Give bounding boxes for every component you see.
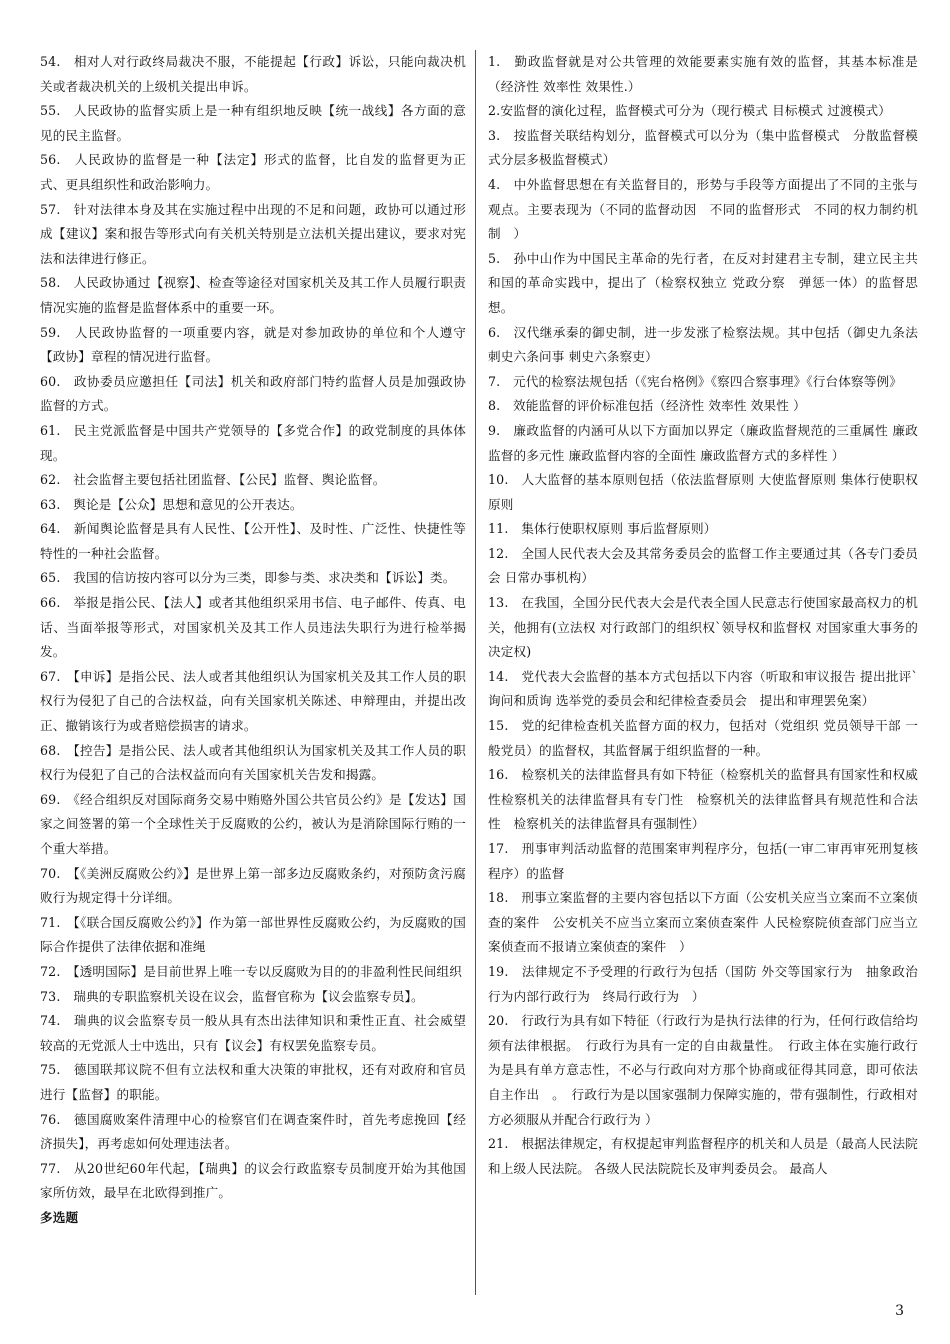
list-item: 65. 我国的信访按内容可以分为三类，即参与类、求决类和【诉讼】类。 [40, 570, 456, 586]
list-item: 21. 根据法律规定，有权提起审判监督程序的机关和人员是（最高人民法院和上级人民法院。 各级人民法院院长及审判委员会。 最高人 [488, 1136, 918, 1176]
list-item: 58. 人民政协通过【视察】、检查等途径对国家机关及其工作人员履行职责情况实施的监督是监督体系中的重要一环。 [40, 275, 466, 315]
page-number: 3 [895, 1303, 904, 1319]
list-item: 7. 元代的检察法规包括（《宪台格例》《察四合察事理》《行台体察等例》 [488, 373, 902, 389]
list-item: 61. 民主党派监督是中国共产党领导的【多党合作】的政党制度的具体体现。 [40, 422, 466, 463]
list-item: 18. 刑事立案监督的主要内容包括以下方面（公安机关应当立案而不立案侦查的案件 公安机关不应当立案而立案侦查案件 人民检察院侦查部门应当立案侦查而不报请立案侦查的案件 ） [488, 890, 918, 955]
list-item: 13. 在我国，全国分民代表大会是代表全国人民意志行使国家最高权力的机关，他拥有(立法权 对行政部门的组织权`领导权和监督权 对国家重大事务的决定权) [488, 595, 918, 660]
list-item: 56. 人民政协的监督是一种【法定】形式的监督，比自发的监督更为正式、更具组织性和政治影响力。 [40, 152, 466, 192]
list-item: 14. 党代表大会监督的基本方式包括以下内容（听取和审议报告 提出批评`询问和质询 选举党的委员会和纪律检查委员会 提出和审理罢免案） [488, 668, 918, 709]
list-item: 62. 社会监督主要包括社团监督、【公民】监督、舆论监督。 [40, 472, 386, 488]
right-column [488, 50, 918, 1181]
left-column [40, 50, 466, 1231]
document-page [40, 50, 918, 1300]
list-item: 1. 勤政监督就是对公共管理的效能要素实施有效的监督，其基本标准是（经济性 效率性 效果性.） [488, 54, 918, 94]
list-item: 60. 政协委员应邀担任【司法】机关和政府部门特约监督人员是加强政协监督的方式。 [40, 373, 466, 414]
list-item: 66. 举报是指公民、【法人】或者其他组织采用书信、电子邮件、传真、电话、当面举报等形式，对国家机关及其工作人员违法失职行为进行检举揭发。 [40, 595, 466, 660]
list-item: 5. 孙中山作为中国民主革命的先行者，在反对封建君主专制，建立民主共和国的革命实践中，提出了（检察权独立 党政分察 弹惩一体）的监督思想。 [488, 250, 918, 315]
list-item: 16. 检察机关的法律监督具有如下特征（检察机关的监督具有国家性和权威性检察机关的法律监督具有专门性 检察机关的法律监督具有规范性和合法性 检察机关的法律监督具有强制性） [488, 767, 918, 832]
list-item: 74. 瑞典的议会监察专员一般从具有杰出法律知识和秉性正直、社会威望较高的无党派人士中选出，只有【议会】有权罢免监察专员。 [40, 1013, 466, 1053]
list-item: 12. 全国人民代表大会及其常务委员会的监督工作主要通过其（各专门委员会 日常办事机构） [488, 545, 918, 586]
list-item: 57. 针对法律本身及其在实施过程中出现的不足和问题，政协可以通过形成【建议】案和报告等形式向有关机关特别是立法机关提出建议，要求对宪法和法律进行修正。 [40, 201, 466, 266]
list-item: 15. 党的纪律检查机关监督方面的权力，包括对（党组织 党员领导干部 一般党员）的监督权，其监督属于组织监督的一种。 [488, 718, 918, 758]
list-item: 11. 集体行使职权原则 事后监督原则） [488, 521, 717, 537]
list-item: 77. 从20世纪60年代起，【瑞典】的议会行政监察专员制度开始为其他国家所仿效，最早在北欧得到推广。 [40, 1160, 466, 1201]
list-item: 75. 德国联邦议院不但有立法权和重大决策的审批权，还有对政府和官员进行【监督】的职能。 [40, 1062, 466, 1102]
list-item: 64. 新闻舆论监督是具有人民性、【公开性】、及时性、广泛性、快捷性等特性的一种社会监督。 [40, 521, 466, 561]
list-item: 71. 【《联合国反腐败公约》】作为第一部世界性反腐败公约，为反腐败的国际合作提供了法律依据和准绳 [40, 914, 466, 955]
list-item: 54. 相对人对行政终局裁决不服，不能提起【行政】诉讼，只能向裁决机关或者裁决机关的上级机关提出申诉。 [40, 54, 466, 94]
list-item: 20. 行政行为具有如下特征（行政行为是执行法律的行为，任何行政信给均须有法律根据。 行政行为具有一定的自由裁量性。 行政主体在实施行政行为是具有单方意志性，不必与行政向对方那个协商或征得其同意，即可依法自主作出 。 行政行为是以国家强制力保障实施的，带有强制性，行政相对方必须服从并配合行政行为 ） [488, 1013, 918, 1127]
list-item: 19. 法律规定不予受理的行政行为包括（国防 外交等国家行为 抽象政治行为内部行政行为 终局行政行为 ） [488, 963, 918, 1004]
list-item: 6. 汉代继承秦的御史制，进一步发涨了检察法规。其中包括（御史九条法 刺史六条问事 刺史六条察吏） [488, 324, 918, 365]
list-item: 9. 廉政监督的内涵可从以下方面加以界定（廉政监督规范的三重属性 廉政监督的多元性 廉政监督内容的全面性 廉政监督方式的多样性 ） [488, 422, 918, 463]
column-divider [475, 50, 476, 1295]
list-item: 10. 人大监督的基本原则包括（依法监督原则 大使监督原则 集体行使职权原则 [488, 472, 918, 512]
list-item: 59. 人民政协监督的一项重要内容，就是对参加政协的单位和个人遵守【政协】章程的情况进行监督。 [40, 324, 466, 365]
list-item: 76. 德国腐败案件清理中心的检察官们在调查案件时，首先考虑挽回【经济损失】，再考虑如何处理违法者。 [40, 1111, 466, 1152]
list-item: 72. 【透明国际】是目前世界上唯一专以反腐败为目的的非盈利性民间组织 [40, 963, 462, 979]
list-item: 73. 瑞典的专职监察机关设在议会，监督官称为【议会监察专员】。 [40, 988, 424, 1004]
list-item: 67. 【申诉】是指公民、法人或者其他组织认为国家机关及其工作人员的职权行为侵犯了自己的合法权益，向有关国家机关陈述、申辩理由，并提出改正、撤销该行为或者赔偿损害的请求。 [40, 668, 466, 734]
list-item: 2.安监督的演化过程，监督模式可分为（现行模式 目标模式 过渡模式） [488, 103, 891, 119]
list-item: 55. 人民政协的监督实质上是一种有组织地反映【统一战线】各方面的意见的民主监督。 [40, 103, 466, 143]
list-item: 17. 刑事审判活动监督的范围案审判程序分，包括(一审二审再审死刑复核程序）的监督 [488, 841, 918, 881]
list-item: 3. 按监督关联结构划分，监督模式可以分为（集中监督模式 分散监督模式分层多极监督模式） [488, 127, 918, 168]
list-item: 68. 【控告】是指公民、法人或者其他组织认为国家机关及其工作人员的职权行为侵犯了自己的合法权益而向有关国家机关告发和揭露。 [40, 742, 466, 783]
list-item: 70. 【《美洲反腐败公约》】是世界上第一部多边反腐败条约，对预防贪污腐败行为规定得十分详细。 [40, 865, 466, 906]
section-title: 多选题 [40, 1209, 79, 1225]
list-item: 4. 中外监督思想在有关监督目的，形势与手段等方面提出了不同的主张与观点。主要表现为（不同的监督动因 不同的监督形式 不同的权力制约机制 ） [488, 176, 918, 242]
list-item: 8. 效能监督的评价标准包括（经济性 效率性 效果性 ） [488, 398, 806, 414]
list-item: 63. 舆论是【公众】思想和意见的公开表达。 [40, 496, 303, 512]
list-item: 69. 《经合组织反对国际商务交易中贿赂外国公共官员公约》是【发达】国家之间签署的第一个全球性关于反腐败的公约，被认为是消除国际行贿的一个重大举措。 [40, 791, 466, 856]
